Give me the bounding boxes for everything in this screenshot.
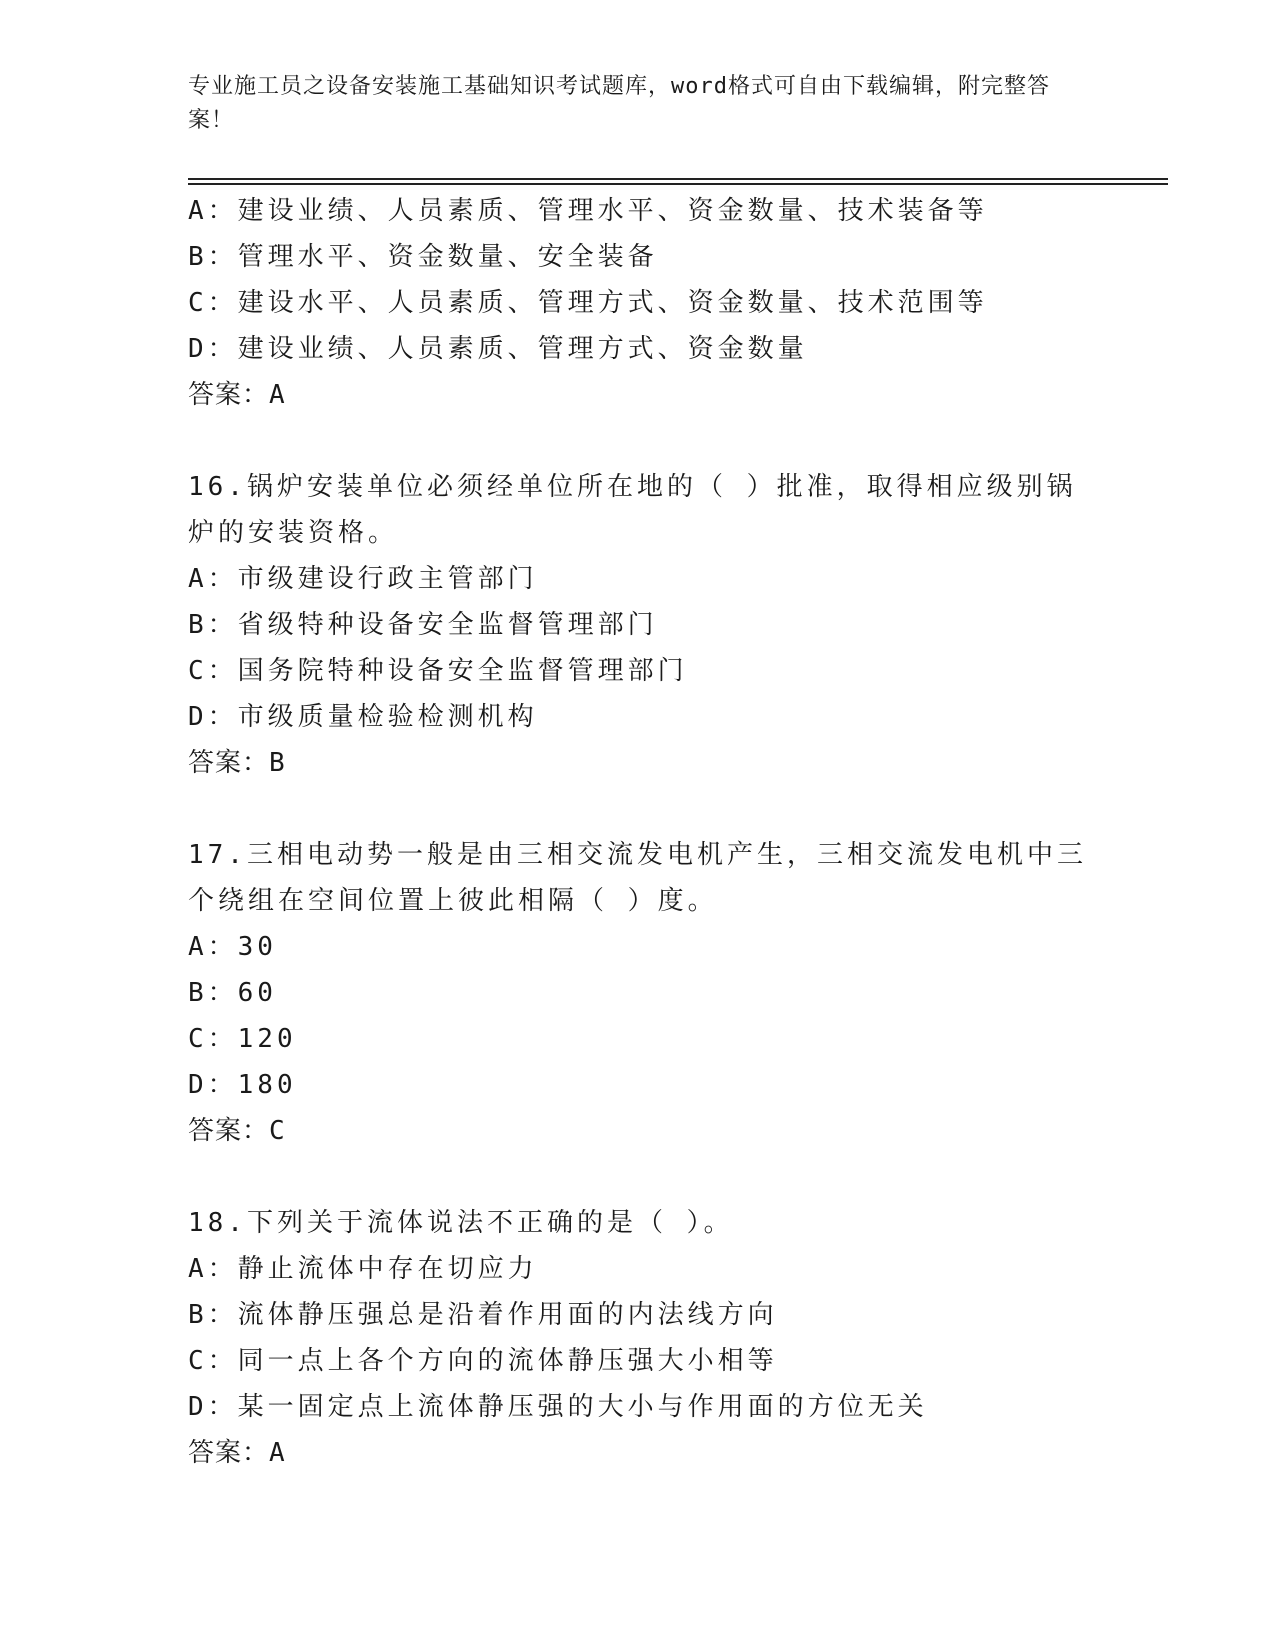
option-a: A：30: [188, 932, 277, 962]
spacer: [188, 418, 1088, 464]
option-b: B：管理水平、资金数量、安全装备: [188, 242, 658, 272]
option-d: D：市级质量检验检测机构: [188, 702, 538, 732]
question-stem: 17.三相电动势一般是由三相交流发电机产生，三相交流发电机中三个绕组在空间位置上彼此相隔（ ）度。: [188, 840, 1087, 916]
spacer: [188, 1154, 1088, 1200]
question-17: [188, 832, 1088, 1154]
answer: 答案：A: [188, 1438, 286, 1468]
question-list: [188, 188, 1088, 1476]
document-header: 专业施工员之设备安装施工基础知识考试题库，word格式可自由下载编辑，附完整答案！: [188, 74, 1050, 133]
option-b: B：流体静压强总是沿着作用面的内法线方向: [188, 1300, 778, 1330]
option-c: C：建设水平、人员素质、管理方式、资金数量、技术范围等: [188, 288, 988, 318]
question-16: [188, 464, 1088, 786]
answer: 答案：A: [188, 380, 286, 410]
answer: 答案：C: [188, 1116, 286, 1146]
option-d: D：建设业绩、人员素质、管理方式、资金数量: [188, 334, 808, 364]
option-c: C：同一点上各个方向的流体静压强大小相等: [188, 1346, 778, 1376]
question-15: [188, 188, 1088, 418]
option-c: C：120: [188, 1024, 297, 1054]
option-c: C：国务院特种设备安全监督管理部门: [188, 656, 688, 686]
spacer: [188, 786, 1088, 832]
option-a: A：市级建设行政主管部门: [188, 564, 538, 594]
answer: 答案：B: [188, 748, 286, 778]
header-rule-bottom: [188, 183, 1168, 185]
option-a: A：静止流体中存在切应力: [188, 1254, 538, 1284]
option-d: D：180: [188, 1070, 297, 1100]
option-b: B：省级特种设备安全监督管理部门: [188, 610, 658, 640]
option-a: A：建设业绩、人员素质、管理水平、资金数量、技术装备等: [188, 196, 988, 226]
option-b: B：60: [188, 978, 277, 1008]
question-stem: 18.下列关于流体说法不正确的是（ ）。: [188, 1208, 734, 1238]
question-stem: 16.锅炉安装单位必须经单位所在地的（ ）批准，取得相应级别锅炉的安装资格。: [188, 472, 1077, 548]
header-rule-top: [188, 178, 1168, 180]
option-d: D：某一固定点上流体静压强的大小与作用面的方位无关: [188, 1392, 928, 1422]
question-18: [188, 1200, 1088, 1476]
